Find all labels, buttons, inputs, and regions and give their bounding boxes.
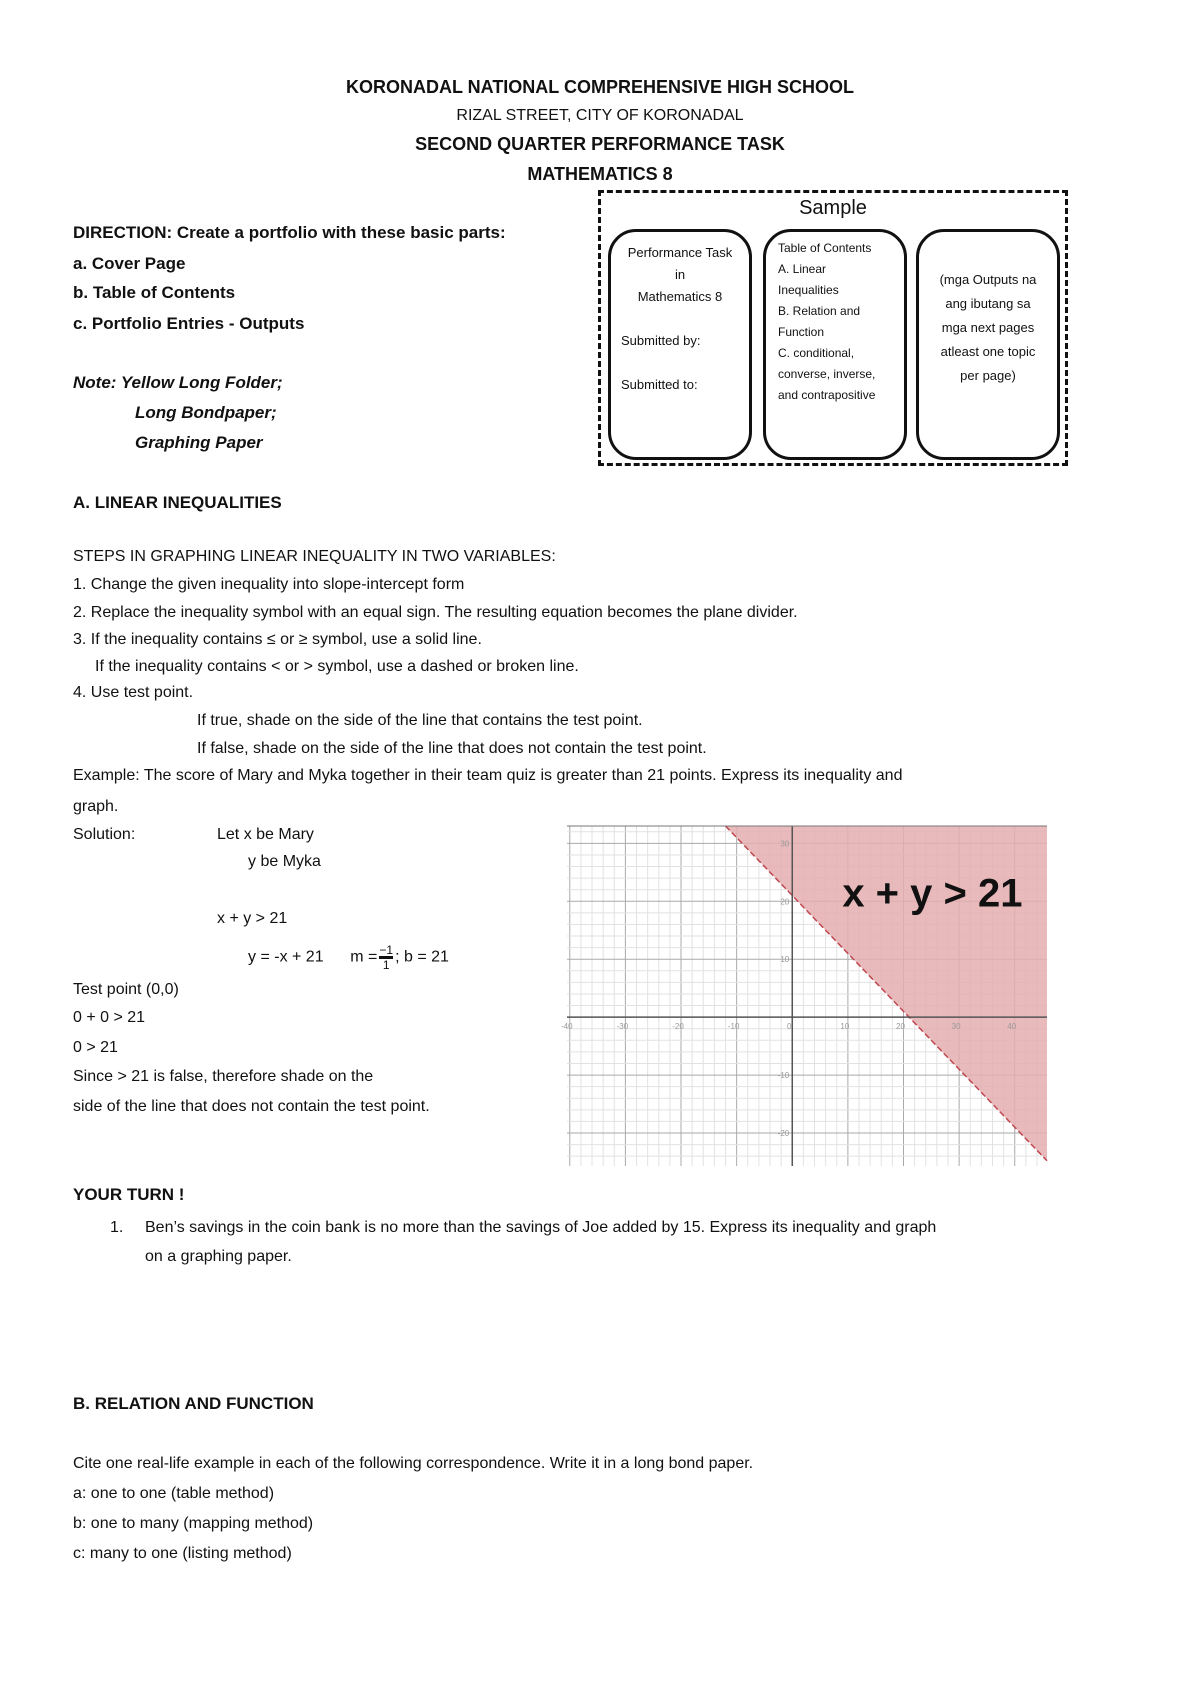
- outputs-line: atleast one topic: [940, 344, 1036, 359]
- fraction-denominator: 1: [382, 958, 390, 972]
- x-tick-label: -20: [672, 1022, 684, 1032]
- step: 1. Change the given inequality into slope-intercept form: [73, 576, 465, 593]
- step: 2. Replace the inequality symbol with an equal sign. The resulting equation becomes the plane divider.: [73, 604, 798, 621]
- steps-title: STEPS IN GRAPHING LINEAR INEQUALITY IN TWO VARIABLES:: [73, 548, 556, 565]
- step: If true, shade on the side of the line that contains the test point.: [197, 712, 643, 729]
- cover-line: Mathematics 8: [637, 289, 723, 304]
- y-tick-label: -10: [777, 1071, 790, 1081]
- note-line: Note: Yellow Long Folder;: [73, 373, 283, 392]
- toc-line: Table of Contents: [778, 241, 872, 255]
- step: If the inequality contains < or > symbol, use a dashed or broken line.: [95, 658, 579, 675]
- let-x: Let x be Mary: [217, 826, 314, 843]
- your-turn-text: on a graphing paper.: [145, 1248, 292, 1265]
- inequality-graph: [560, 826, 1047, 1166]
- toc-line: and contrapositive: [778, 388, 876, 402]
- section-b-title: B. RELATION AND FUNCTION: [73, 1394, 314, 1413]
- task-title: SECOND QUARTER PERFORMANCE TASK: [415, 134, 785, 154]
- toc-line: A. Linear: [778, 262, 827, 276]
- x-tick-label: -30: [616, 1022, 629, 1032]
- x-tick-label: -10: [727, 1022, 740, 1032]
- fraction-numerator: −1: [379, 943, 394, 957]
- cover-line: in: [674, 267, 686, 282]
- y-tick-label: 30: [780, 839, 790, 849]
- y-tick-label: 20: [780, 897, 790, 907]
- test-line: 0 + 0 > 21: [73, 1009, 146, 1026]
- subject-title: MATHEMATICS 8: [527, 164, 673, 184]
- test-line: 0 > 21: [73, 1039, 118, 1056]
- correspondence-item: a: one to one (table method): [73, 1485, 275, 1502]
- correspondence-item: c: many to one (listing method): [73, 1545, 292, 1562]
- outputs-line: mga next pages: [941, 320, 1035, 335]
- toc-line: Function: [778, 325, 825, 339]
- outputs-line: (mga Outputs na: [939, 272, 1037, 287]
- step: 4. Use test point.: [73, 684, 194, 701]
- x-tick-label: 10: [840, 1022, 850, 1032]
- b-label: ; b = 21: [395, 948, 449, 966]
- slope-fraction: [379, 944, 393, 971]
- outputs-line: ang ibutang sa: [945, 296, 1031, 311]
- part-c: c. Portfolio Entries - Outputs: [73, 314, 305, 333]
- y-tick-label: 10: [780, 955, 790, 965]
- outputs-card: [916, 229, 1060, 460]
- your-turn-title: YOUR TURN !: [73, 1185, 185, 1204]
- item-number: 1.: [110, 1219, 124, 1236]
- m-label: m =: [350, 948, 378, 966]
- y-tick-label: -20: [777, 1128, 790, 1138]
- part-b: b. Table of Contents: [73, 283, 236, 302]
- x-tick-label: -40: [560, 1022, 573, 1032]
- toc-line: Inequalities: [778, 283, 839, 297]
- direction-title: DIRECTION: Create a portfolio with these basic parts:: [73, 223, 506, 242]
- inequality: x + y > 21: [217, 910, 288, 927]
- slope-intercept: [248, 944, 449, 971]
- section-b-intro: Cite one real-life example in each of the following correspondence. Write it in a long bond paper.: [73, 1455, 754, 1472]
- let-y: y be Myka: [248, 853, 321, 870]
- toc-line: converse, inverse,: [778, 367, 876, 381]
- note-line: Graphing Paper: [135, 433, 263, 452]
- sample-title: Sample: [799, 197, 867, 219]
- toc-line: B. Relation and: [778, 304, 861, 318]
- test-line: side of the line that does not contain the test point.: [73, 1098, 430, 1115]
- x-tick-label: 40: [1007, 1022, 1017, 1032]
- test-line: Test point (0,0): [73, 981, 179, 998]
- example-text: Example: The score of Mary and Myka together in their team quiz is greater than 21 points. Express its inequality and: [73, 767, 903, 784]
- part-a: a. Cover Page: [73, 254, 186, 273]
- note-line: Long Bondpaper;: [135, 403, 277, 422]
- cover-page-card: [608, 229, 752, 460]
- section-a-title: A. LINEAR INEQUALITIES: [73, 493, 282, 512]
- toc-card: [763, 229, 907, 460]
- cover-line: Submitted to:: [621, 377, 698, 392]
- your-turn-text: Ben’s savings in the coin bank is no more than the savings of Joe added by 15. Express its inequality and graph: [145, 1219, 937, 1236]
- school-address: RIZAL STREET, CITY OF KORONADAL: [456, 107, 744, 124]
- sample-portfolio-box: [598, 190, 1068, 466]
- solution-label: Solution:: [73, 826, 136, 843]
- x-tick-label: 30: [951, 1022, 961, 1032]
- example-text: graph.: [73, 798, 119, 815]
- graph-title: x + y > 21: [842, 871, 1023, 916]
- correspondence-item: b: one to many (mapping method): [73, 1515, 314, 1532]
- x-tick-label: 0: [787, 1022, 792, 1032]
- school-name: KORONADAL NATIONAL COMPREHENSIVE HIGH SCHOOL: [345, 77, 855, 97]
- slope-form: y = -x + 21: [248, 948, 324, 966]
- step: 3. If the inequality contains ≤ or ≥ symbol, use a solid line.: [73, 631, 482, 648]
- cover-line: Submitted by:: [621, 333, 701, 348]
- step: If false, shade on the side of the line that does not contain the test point.: [197, 740, 707, 757]
- cover-line: Performance Task: [627, 245, 733, 260]
- x-tick-label: 20: [896, 1022, 905, 1032]
- outputs-line: per page): [960, 368, 1016, 383]
- test-line: Since > 21 is false, therefore shade on the: [73, 1068, 374, 1085]
- toc-line: C. conditional,: [778, 346, 855, 360]
